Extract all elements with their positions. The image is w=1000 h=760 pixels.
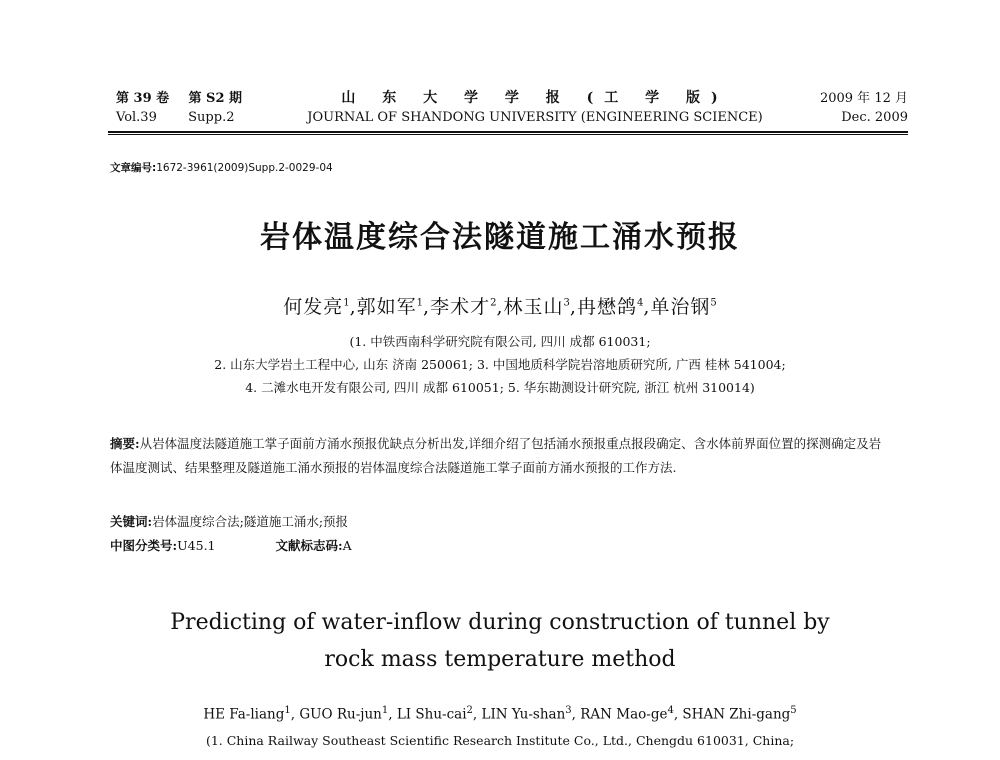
header-rule-thin [108,134,908,135]
author-affil-mark: 2 [466,705,473,716]
keywords-text: 岩体温度综合法;隧道施工涌水;预报 [152,514,349,529]
author-cn: 郭如军 [356,296,417,318]
title-en-line1: Predicting of water-inflow during construction of tunnel by [170,610,830,635]
article-number-value: 1672-3961(2009)Supp.2-0029-04 [156,162,333,174]
affiliation-en: (1. China Railway Southeast Scientific Research Institute Co., Ltd., Chengdu 610031, China; [205,733,795,748]
author-cn: 冉懋鸽 [576,296,637,318]
title-en-line2: rock mass temperature method [324,647,676,672]
author-affil-mark: 1 [416,297,424,309]
author-affil-mark: 2 [490,297,497,309]
author-en: HE Fa-liang [203,706,285,723]
author-affil-mark: 4 [667,705,674,716]
author-en: GUO Ru-jun [299,706,382,723]
abstract-cn [110,432,890,480]
author-cn: 李术才 [430,296,491,318]
author-affil-mark: 1 [284,705,291,716]
author-cn: 何发亮 [283,296,344,318]
authors-cn: 何发亮$^1$,郭如军$^1$,李术才$^2$,林玉山$^3$,冉懋鸽$^4$,单治钢$^5$ [283,296,717,318]
abstract-label: 摘要: [110,436,140,451]
header-rule [108,131,908,133]
author-cn: 单治钢 [650,296,711,318]
classification-line [110,536,352,554]
author-en: SHAN Zhi-gang [682,706,791,723]
header-date [820,89,908,127]
affiliation-line: 2. 山东大学岩土工程中心, 山东 济南 250061; 3. 中国地质科学院岩溶地质研究所, 广西 桂林 541004; [214,357,786,372]
article-number-label: 文章编号: [110,162,157,174]
author-en: RAN Mao-ge [580,706,668,723]
paper-title-en [0,604,1000,678]
keywords-cn [110,512,348,530]
author-cn: 林玉山 [503,296,564,318]
date-cn: 2009 年 12 月 [819,91,908,106]
author-en: LIN Yu-shan [481,706,566,723]
affiliations-cn [0,330,1000,399]
header-volume-issue [116,89,242,127]
doc-code-value: A [342,538,352,553]
affiliation-line: (1. 中铁西南科学研究院有限公司, 四川 成都 610031; [349,334,651,349]
author-affil-mark: 5 [710,297,717,309]
volume-cn: 第 39 卷 [116,91,170,106]
journal-name-en: JOURNAL OF SHANDONG UNIVERSITY (ENGINEERING SCIENCE) [307,110,763,125]
author-affil-mark: 3 [563,297,570,309]
date-en: Dec. 2009 [841,110,908,125]
authors-en: HE Fa-liang$^1$, GUO Ru-jun$^1$, LI Shu-cai$^2$, LIN Yu-shan$^3$, RAN Mao-$ge^4$, SHAN Zhi-gang$^5$ [203,705,797,723]
affiliation-line: 4. 二滩水电开发有限公司, 四川 成都 610051; 5. 华东勘测设计研究院, 浙江 杭州 310014) [245,380,755,395]
journal-name-cn: 山 东 大 学 学 报 (工 学 版) [341,90,729,106]
paper-title-cn: 岩体温度综合法隧道施工涌水预报 [260,220,740,255]
issue-en: Supp.2 [188,110,235,125]
keywords-label: 关键词: [110,514,153,529]
author-affil-mark: 1 [381,705,389,716]
abstract-text: 从岩体温度法隧道施工掌子面前方涌水预报优缺点分析出发,详细介绍了包括涌水预报重点报段确定、含水体前界面位置的探测确定及岩体温度测试、结果整理及隧道施工涌水预报的岩体温度综合法隧道施工掌子面前方涌水预报的工作方法. [110,436,882,475]
author-affil-mark: 3 [565,705,572,716]
clc-label: 中图分类号: [110,538,178,553]
issue-cn: 第 S2 期 [188,91,243,106]
article-number [110,160,333,175]
author-affil-mark: 4 [636,297,644,309]
header-journal [300,89,770,127]
author-affil-mark: 5 [790,705,797,716]
author-en: LI Shu-cai [396,706,467,723]
volume-en: Vol.39 [116,110,157,125]
doc-code-label: 文献标志码: [275,538,343,553]
clc-value: U45.1 [177,538,216,553]
author-affil-mark: 1 [343,297,350,309]
